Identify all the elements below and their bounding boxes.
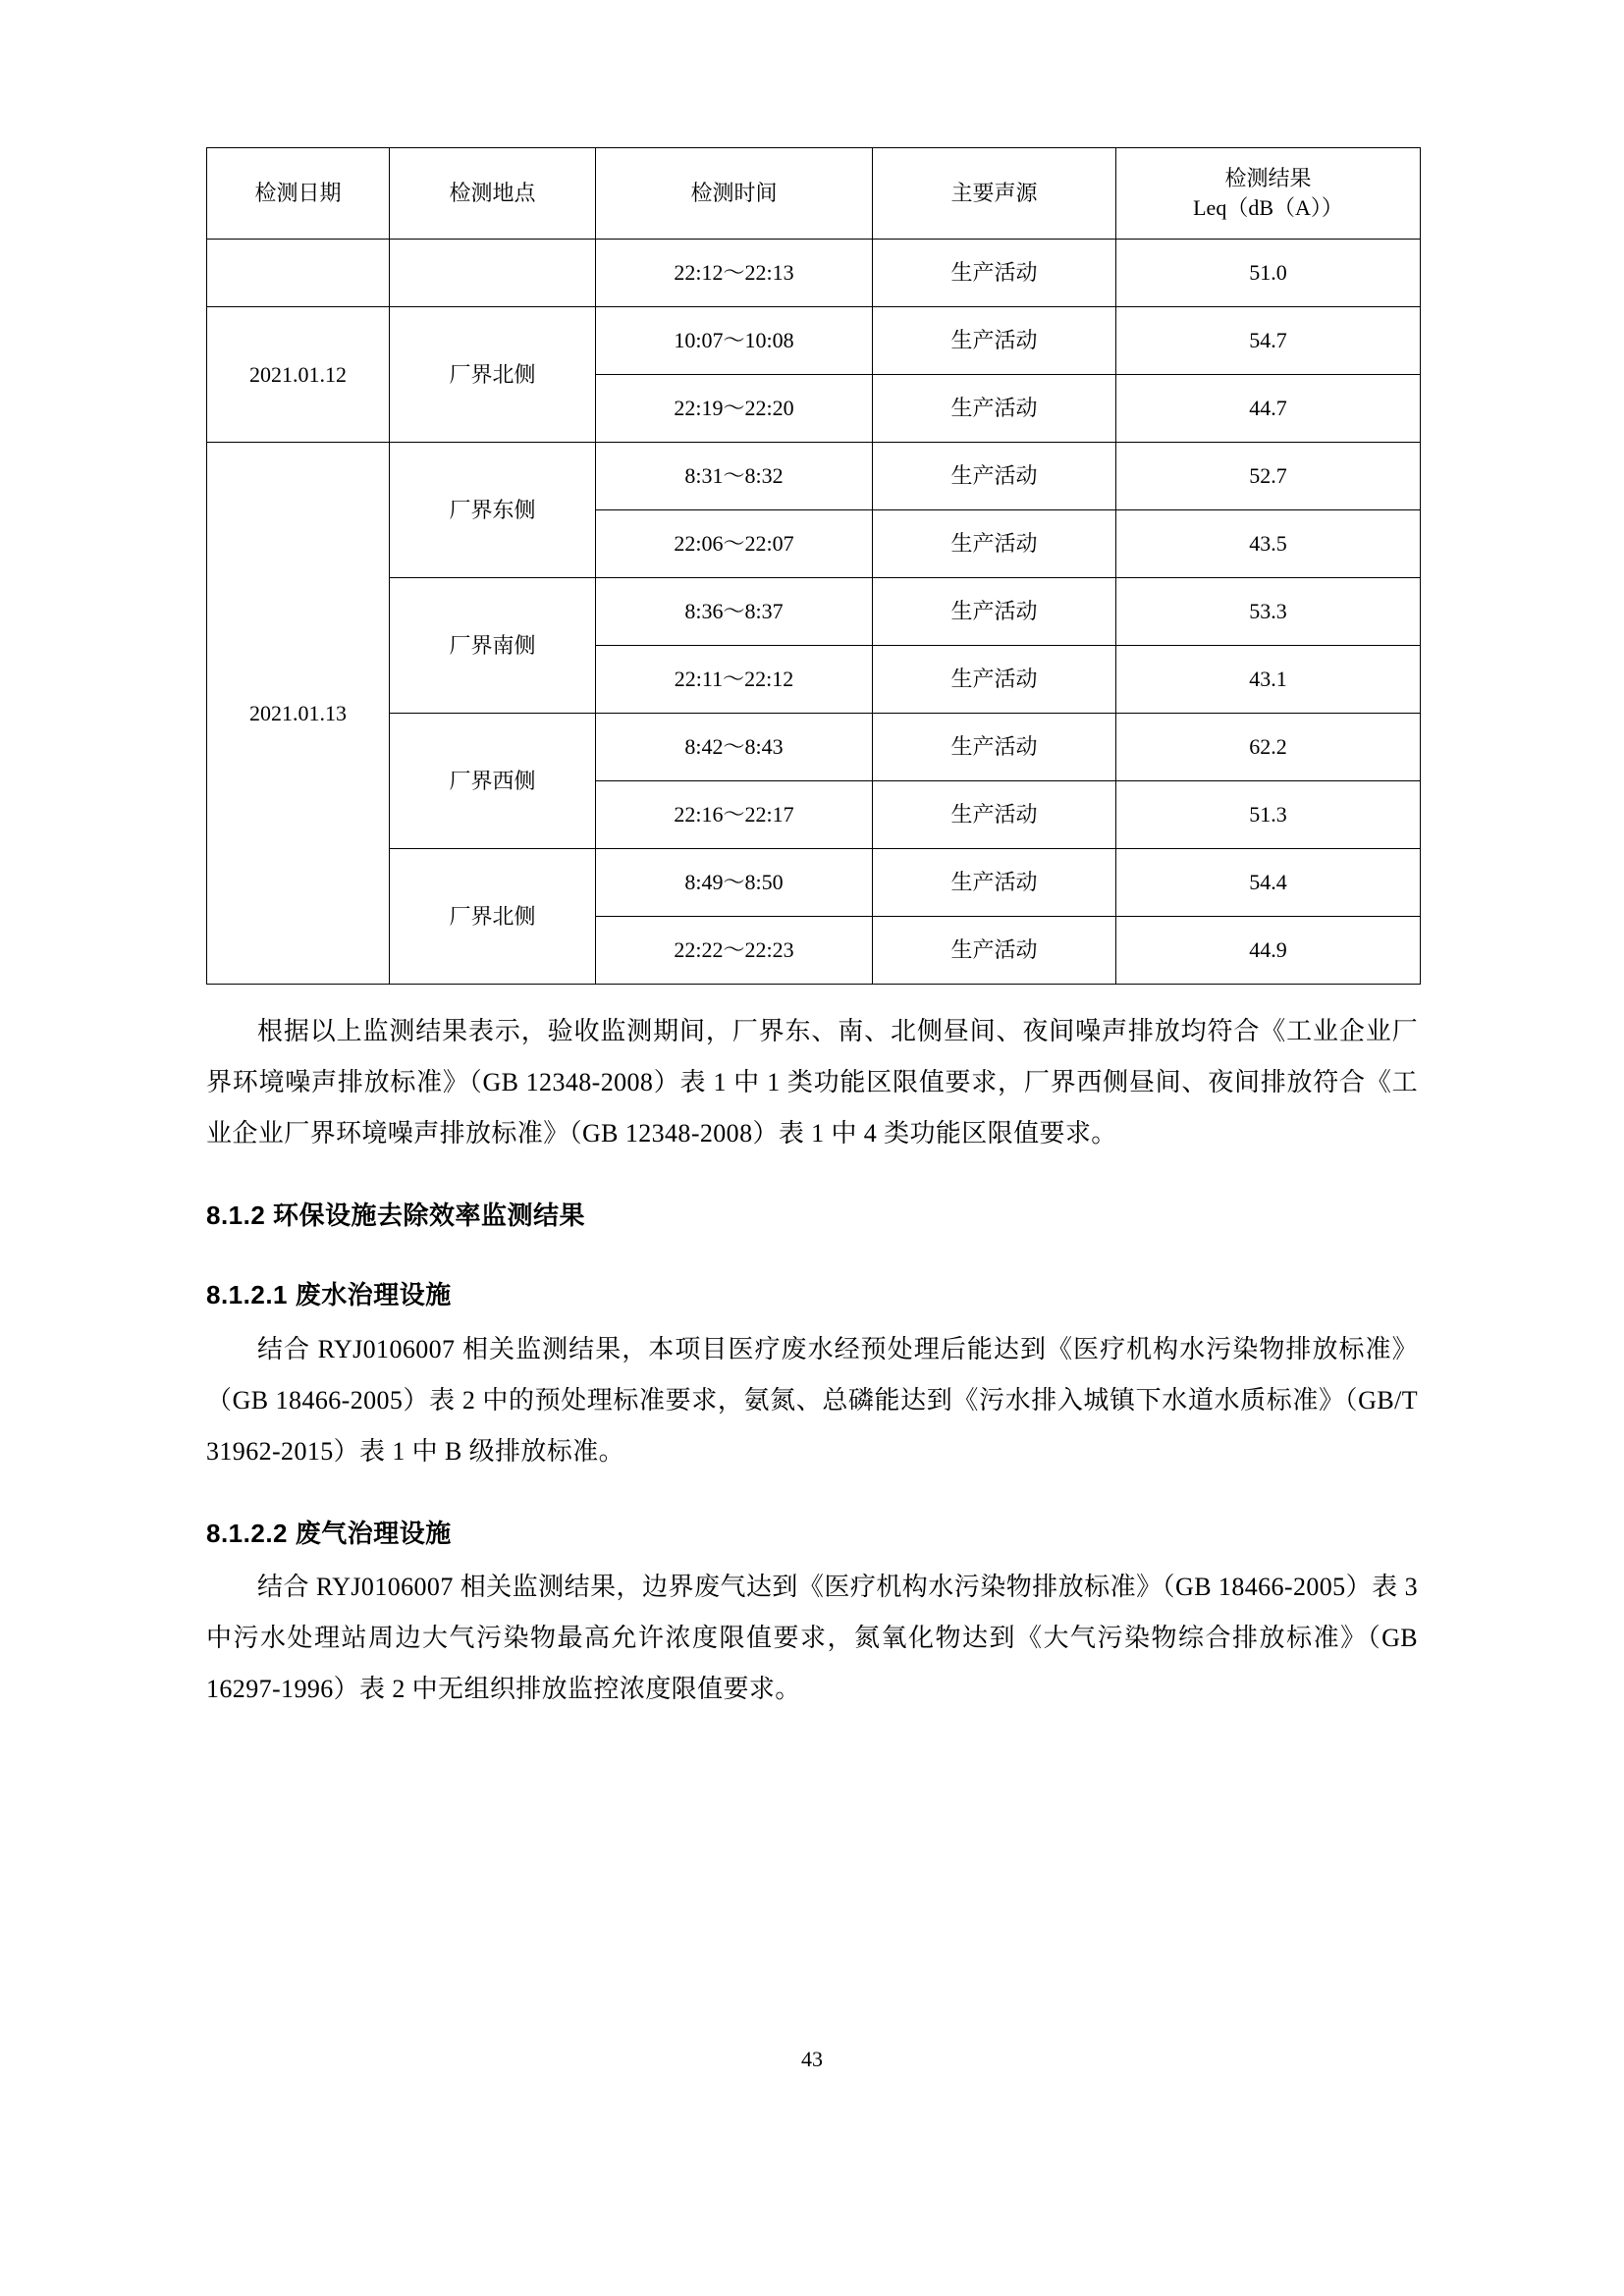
cell-result: 62.2 — [1116, 714, 1421, 781]
cell-time: 22:22～22:23 — [596, 917, 873, 985]
cell-result: 54.4 — [1116, 849, 1421, 917]
cell-time: 10:07～10:08 — [596, 307, 873, 375]
paragraph-wastewater-facility: 结合 RYJ0106007 相关监测结果，本项目医疗废水经预处理后能达到《医疗机构水污染物排放标准》（GB 18466-2005）表 2 中的预处理标准要求，氨氮、总磷能达到《污水排入城镇下水道水质标准》（GB/T 31962-2015）表 1 中 B 级排放标准。 — [206, 1334, 1418, 1466]
cell-result: 52.7 — [1116, 443, 1421, 510]
cell-source: 生产活动 — [873, 714, 1116, 781]
table-row — [207, 443, 1421, 510]
cell-source: 生产活动 — [873, 917, 1116, 985]
cell-source: 生产活动 — [873, 307, 1116, 375]
cell-source: 生产活动 — [873, 646, 1116, 714]
cell-source: 生产活动 — [873, 849, 1116, 917]
header-result-line2: Leq（dB（A）） — [1193, 195, 1343, 220]
page-number: 43 — [801, 2047, 823, 2071]
cell-time: 8:36～8:37 — [596, 578, 873, 646]
heading-8-1-2-1: 8.1.2.1 废水治理设施 — [206, 1279, 452, 1309]
noise-monitoring-table — [206, 147, 1421, 985]
header-date: 检测日期 — [207, 148, 390, 240]
heading-8-1-2: 8.1.2 环保设施去除效率监测结果 — [206, 1201, 586, 1230]
heading-8-1-2-2: 8.1.2.2 废气治理设施 — [206, 1518, 452, 1548]
cell-result: 54.7 — [1116, 307, 1421, 375]
cell-date: 2021.01.12 — [207, 307, 390, 443]
cell-source: 生产活动 — [873, 240, 1116, 307]
cell-result: 43.5 — [1116, 510, 1421, 578]
table-row — [207, 849, 1421, 917]
table-row — [207, 240, 1421, 307]
paragraph-noise-conclusion: 根据以上监测结果表示，验收监测期间，厂界东、南、北侧昼间、夜间噪声排放均符合《工业企业厂界环境噪声排放标准》（GB 12348-2008）表 1 中 1 类功能区限值要求，厂界西侧昼间、夜间排放符合《工业企业厂界环境噪声排放标准》（GB 12348-2008）表 1 中 4 类功能区限值要求。 — [206, 1017, 1418, 1148]
cell-place: 厂界南侧 — [390, 578, 596, 714]
cell-place: 厂界东侧 — [390, 443, 596, 578]
cell-time: 22:12～22:13 — [596, 240, 873, 307]
cell-time: 22:06～22:07 — [596, 510, 873, 578]
cell-result: 44.9 — [1116, 917, 1421, 985]
header-place: 检测地点 — [390, 148, 596, 240]
table-header-row — [207, 148, 1421, 240]
cell-source: 生产活动 — [873, 578, 1116, 646]
cell-time: 8:49～8:50 — [596, 849, 873, 917]
header-result — [1116, 148, 1421, 240]
table-row — [207, 578, 1421, 646]
cell-source: 生产活动 — [873, 510, 1116, 578]
cell-time: 8:31～8:32 — [596, 443, 873, 510]
cell-time: 22:16～22:17 — [596, 781, 873, 849]
table-row — [207, 714, 1421, 781]
cell-time: 22:11～22:12 — [596, 646, 873, 714]
table-row — [207, 307, 1421, 375]
cell-date: 2021.01.13 — [207, 443, 390, 985]
cell-source: 生产活动 — [873, 781, 1116, 849]
cell-result: 43.1 — [1116, 646, 1421, 714]
cell-time: 22:19～22:20 — [596, 375, 873, 443]
cell-date — [207, 240, 390, 307]
cell-result: 51.3 — [1116, 781, 1421, 849]
cell-source: 生产活动 — [873, 443, 1116, 510]
cell-source: 生产活动 — [873, 375, 1116, 443]
cell-place: 厂界北侧 — [390, 849, 596, 985]
header-time: 检测时间 — [596, 148, 873, 240]
cell-time: 8:42～8:43 — [596, 714, 873, 781]
cell-place: 厂界西侧 — [390, 714, 596, 849]
paragraph-waste-gas-facility: 结合 RYJ0106007 相关监测结果，边界废气达到《医疗机构水污染物排放标准》（GB 18466-2005）表 3 中污水处理站周边大气污染物最高允许浓度限值要求，氮氧化物达到《大气污染物综合排放标准》（GB 16297-1996）表 2 中无组织排放监控浓度限值要求。 — [206, 1573, 1418, 1704]
cell-result: 51.0 — [1116, 240, 1421, 307]
cell-place: 厂界北侧 — [390, 307, 596, 443]
cell-result: 53.3 — [1116, 578, 1421, 646]
header-result-line1: 检测结果 — [1224, 166, 1312, 191]
header-source: 主要声源 — [873, 148, 1116, 240]
cell-place — [390, 240, 596, 307]
cell-result: 44.7 — [1116, 375, 1421, 443]
